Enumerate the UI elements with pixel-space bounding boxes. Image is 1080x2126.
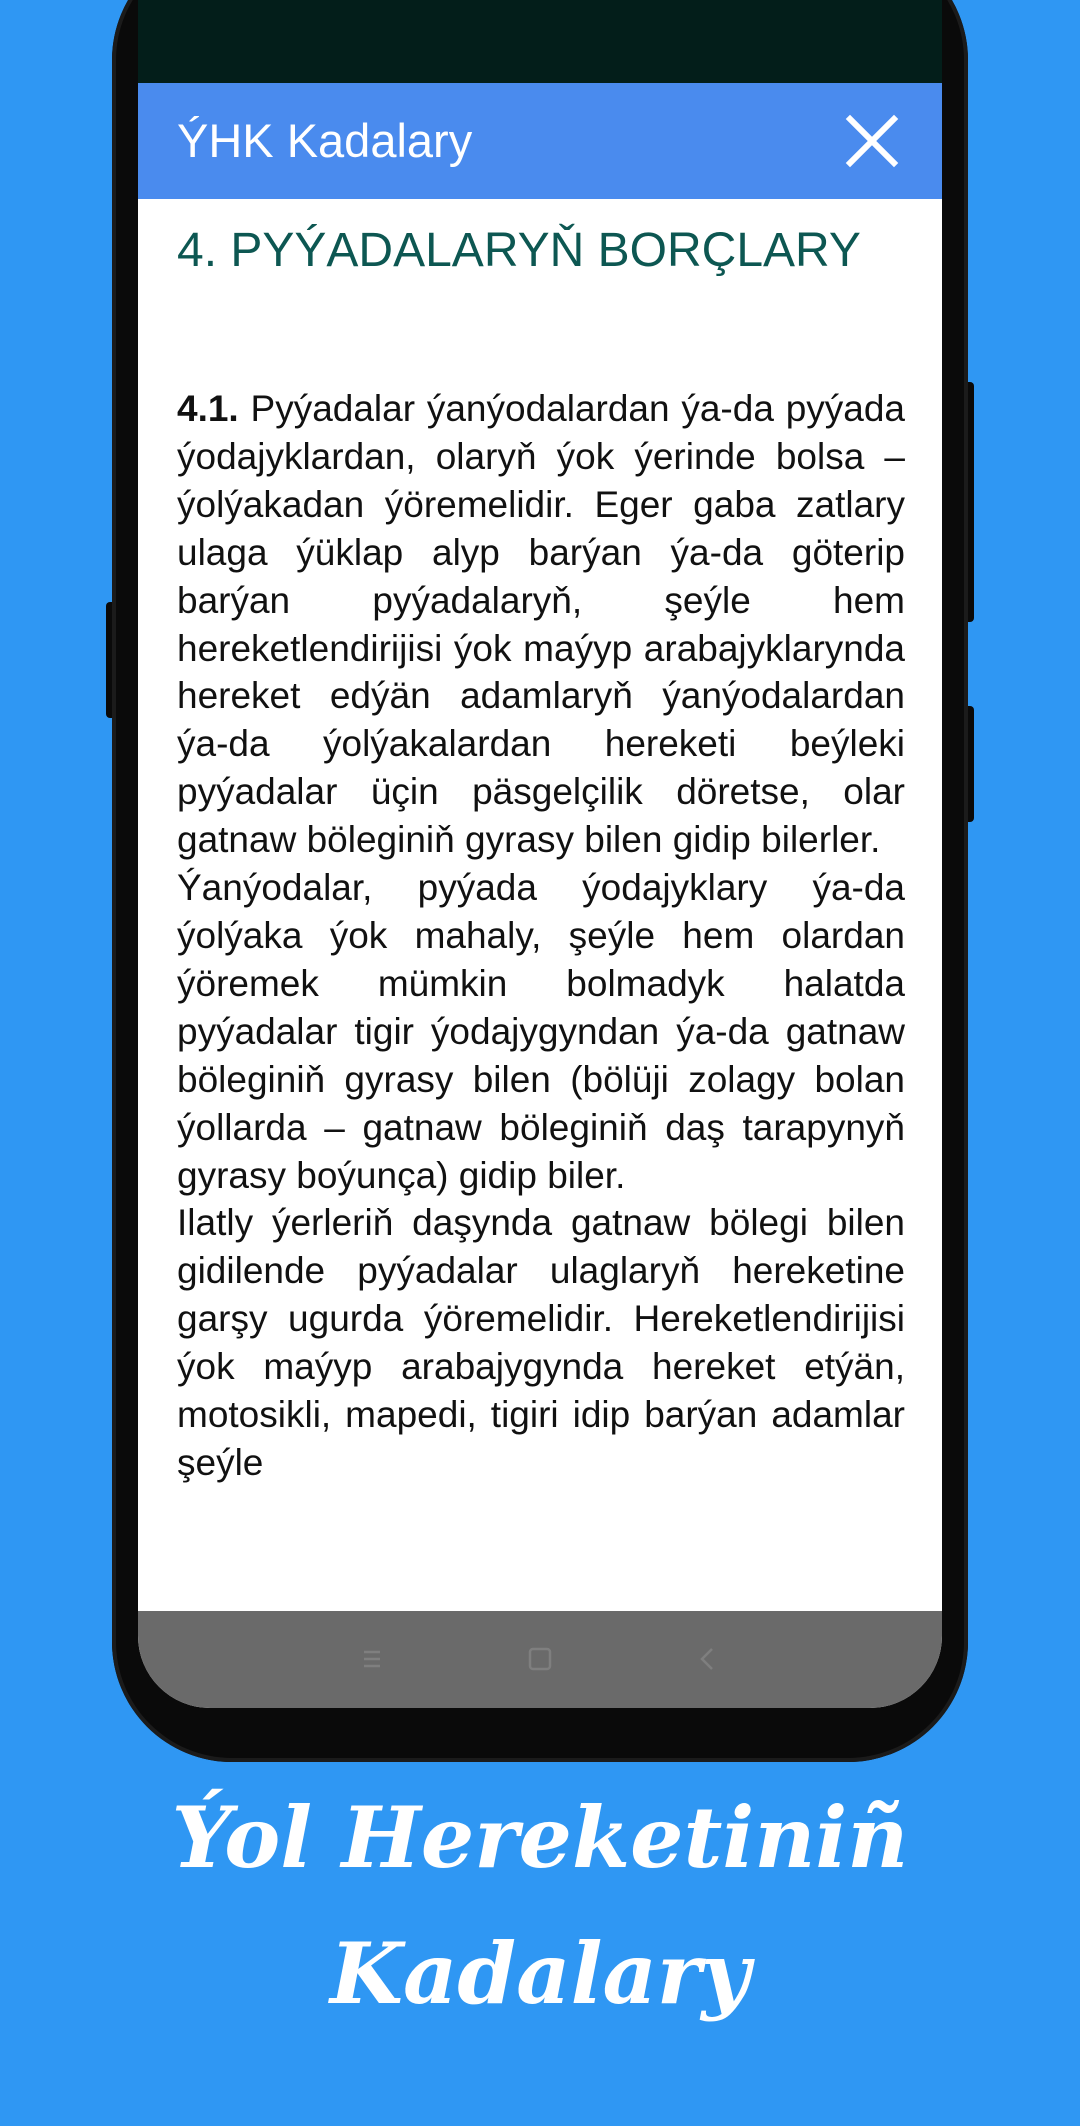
app-bar xyxy=(138,83,942,199)
menu-icon xyxy=(350,1637,394,1681)
clause-number: 4.1. xyxy=(177,388,239,429)
paragraph-text: Pyýadalar ýanýodalardan ýa-da pyýada ýodajyklardan, olaryň ýok ýerinde bolsa – ýolýakadan ýöremelidir. Eger gaba zatlary ulaga ýüklap alyp barýan ýa-da göterip barýan pyýadalaryň, şeýle hem hereketlendirijisi ýok maýyp arabajyklarynda hereket edýän adamlaryň ýanýodalardan ýa-da ýolýakalardan hereketi beýleki pyýadalar üçin päsgelçilik döretse, olar gatnaw böleginiň gyrasy bilen gidip bilerler. xyxy=(177,388,905,861)
menu-button[interactable] xyxy=(350,1637,394,1681)
phone-screen xyxy=(138,0,942,1708)
paragraph: Ýanýodalar, pyýada ýodajyklary ýa-da ýolýaka ýok mahaly, şeýle hem olardan ýöremek mümkin bolmadyk halatda pyýadalar tigir ýodajygyndan ýa-da gatnaw böleginiň gyrasy bilen (bölüji zolagy bolan ýollarda – gatnaw böleginiň daş tarapynyň gyrasy boýunça) gidip biler. xyxy=(177,867,905,1196)
caption-line: Ýol Hereketiniñ xyxy=(171,1788,909,1887)
clause-text xyxy=(177,385,905,1487)
back-button[interactable] xyxy=(686,1637,730,1681)
close-icon xyxy=(844,113,900,169)
home-button[interactable] xyxy=(518,1637,562,1681)
app-title: ÝHK Kadalary xyxy=(177,114,473,167)
rules-content[interactable] xyxy=(177,199,905,1579)
section-title: 4. PYÝADALARYŇ BORÇLARY xyxy=(177,224,861,277)
back-icon xyxy=(686,1637,730,1681)
paragraph: Ilatly ýerleriň daşynda gatnaw bölegi bilen gidilende pyýadalar ulaglaryň hereketine garşy ugurda ýöremelidir. Hereketlendirijisi ýok maýyp arabajygynda hereket etýän, motosikli, mapedi, tigiri idip barýan adamlar şeýle xyxy=(177,1202,905,1483)
paragraph xyxy=(177,385,905,864)
promo-caption xyxy=(0,1770,1080,2042)
caption-line: Kadalary xyxy=(330,1924,750,2023)
home-icon xyxy=(518,1637,562,1681)
navigation-bar xyxy=(138,1611,942,1708)
close-button[interactable] xyxy=(844,113,900,169)
status-bar xyxy=(138,0,942,83)
